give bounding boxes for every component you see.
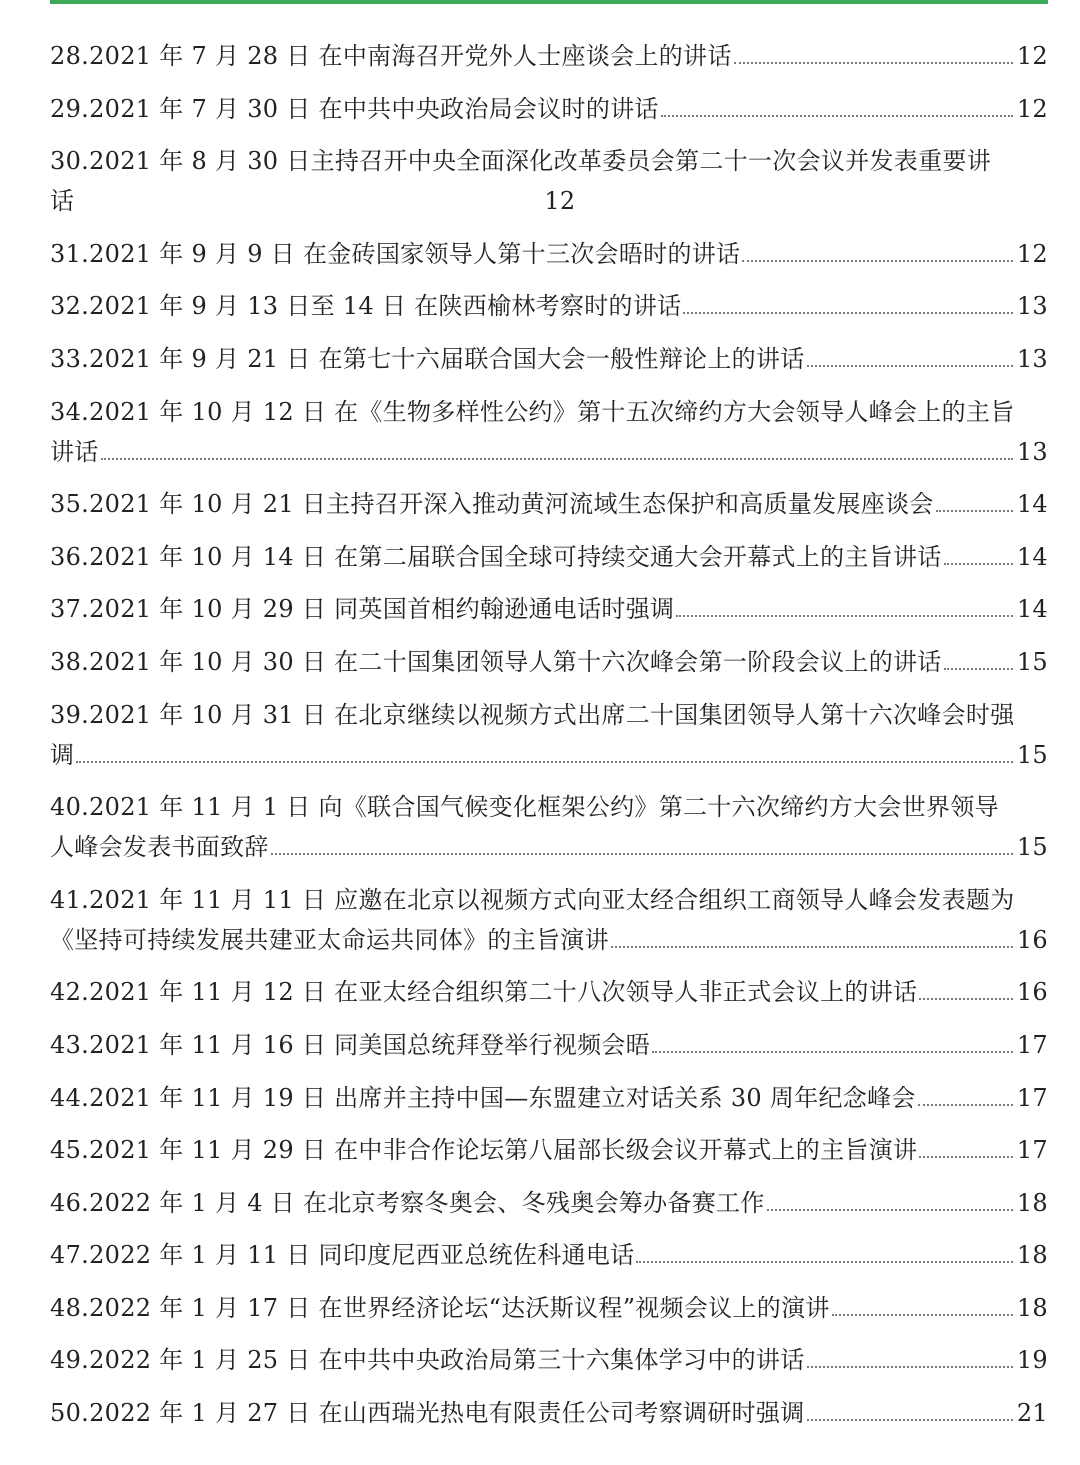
toc-entry-title: 31.2021 年 9 月 9 日 在金砖国家领导人第十三次会晤时的讲话 <box>50 239 741 268</box>
toc-entry-title: 40.2021 年 11 月 1 日 向《联合国气候变化框架公约》第二十六次缔约方大会世界领导 <box>50 793 999 822</box>
toc-entry-title: 38.2021 年 10 月 30 日 在二十国集团领导人第十六次峰会第一阶段会议上的讲话 <box>50 647 942 676</box>
toc-entry[interactable] <box>50 589 1048 629</box>
toc-entry[interactable] <box>50 787 1048 867</box>
toc-entry-row <box>50 972 1048 1012</box>
dot-leader <box>944 668 1013 670</box>
toc-entry-page-number: 14 <box>1016 595 1048 624</box>
toc-entry-title: 28.2021 年 7 月 28 日 在中南海召开党外人士座谈会上的讲话 <box>50 42 732 70</box>
toc-entry-page-number: 15 <box>1016 833 1048 862</box>
toc-entry-row <box>50 234 1048 274</box>
toc-entry-title: 41.2021 年 11 月 11 日 应邀在北京以视频方式向亚太经合组织工商领导人峰会发表题为 <box>50 885 1015 914</box>
toc-entry[interactable] <box>50 484 1048 524</box>
toc-entry[interactable] <box>50 392 1048 472</box>
toc-entry-page-number: 18 <box>1016 1188 1048 1217</box>
dot-leader <box>918 1104 1013 1106</box>
toc-entry-page-number: 15 <box>1016 647 1048 676</box>
dot-leader <box>936 510 1013 512</box>
toc-entry[interactable] <box>50 1183 1048 1223</box>
toc-entry-row <box>50 642 1048 682</box>
toc-entry-title: 37.2021 年 10 月 29 日 同英国首相约翰逊通电话时强调 <box>50 595 675 624</box>
toc-entry-row <box>50 89 1048 129</box>
table-of-contents <box>50 36 1048 1446</box>
toc-entry-title: 36.2021 年 10 月 14 日 在第二届联合国全球可持续交通大会开幕式上的主旨讲话 <box>50 542 942 571</box>
toc-entry-page-number: 13 <box>1016 292 1048 321</box>
toc-entry-row <box>50 537 1048 577</box>
toc-entry-page-number: 18 <box>1016 1293 1048 1322</box>
toc-entry-title-continued: 讲话 <box>50 437 99 466</box>
toc-entry-title-continued: 《坚持可持续发展共建亚太命运共同体》的主旨演讲 <box>50 925 609 954</box>
toc-entry-page-number: 16 <box>1016 978 1048 1007</box>
toc-entry-page-number: 17 <box>1016 1136 1048 1165</box>
toc-entry-page-number: 17 <box>1016 1030 1048 1059</box>
dot-leader <box>661 115 1013 117</box>
toc-entry-page-number: 13 <box>1016 437 1048 466</box>
toc-entry[interactable] <box>50 286 1048 326</box>
toc-entry[interactable] <box>50 1078 1048 1118</box>
toc-entry[interactable] <box>50 89 1048 129</box>
toc-entry-page-number: 17 <box>1016 1083 1048 1112</box>
toc-entry-row <box>50 787 1048 827</box>
toc-entry-row-continued <box>50 920 1048 960</box>
toc-entry[interactable] <box>50 1393 1048 1433</box>
dot-leader <box>611 946 1013 948</box>
toc-entry-title: 42.2021 年 11 月 12 日 在亚太经合组织第二十八次领导人非正式会议上的讲话 <box>50 978 918 1007</box>
toc-entry[interactable] <box>50 1235 1048 1275</box>
toc-entry-title: 35.2021 年 10 月 21 日主持召开深入推动黄河流域生态保护和高质量发展座谈会 <box>50 490 934 519</box>
dot-leader <box>683 312 1012 314</box>
toc-entry-title: 50.2022 年 1 月 27 日 在山西瑞光热电有限责任公司考察调研时强调 <box>50 1399 805 1428</box>
toc-entry[interactable] <box>50 339 1048 379</box>
toc-entry-title: 43.2021 年 11 月 16 日 同美国总统拜登举行视频会晤 <box>50 1030 650 1059</box>
toc-entry-title: 47.2022 年 1 月 11 日 同印度尼西亚总统佐科通电话 <box>50 1241 635 1270</box>
dot-leader <box>944 563 1013 565</box>
toc-entry-page-number: 12 <box>1016 42 1048 70</box>
toc-entry-row <box>50 1235 1048 1275</box>
toc-entry-row <box>50 1078 1048 1118</box>
toc-entry-page-number: 14 <box>1016 490 1048 519</box>
toc-entry-title: 32.2021 年 9 月 13 日至 14 日 在陕西榆林考察时的讲话 <box>50 292 682 321</box>
toc-entry-title: 46.2022 年 1 月 4 日 在北京考察冬奥会、冬残奥会筹办备赛工作 <box>50 1188 765 1217</box>
toc-entry[interactable] <box>50 1340 1048 1380</box>
toc-entry-page-number: 15 <box>1016 740 1048 769</box>
toc-entry-row <box>50 695 1048 735</box>
toc-entry-page-number: 21 <box>1016 1399 1048 1428</box>
dot-leader <box>767 1209 1013 1211</box>
toc-entry-row <box>50 286 1048 326</box>
toc-entry-row <box>50 589 1048 629</box>
toc-entry-title: 45.2021 年 11 月 29 日 在中非合作论坛第八届部长级会议开幕式上的主旨演讲 <box>50 1136 918 1165</box>
toc-entry-row <box>50 36 1048 76</box>
toc-entry-row <box>50 339 1048 379</box>
toc-entry-row <box>50 1025 1048 1065</box>
toc-entry-row <box>50 484 1048 524</box>
dot-leader <box>636 1261 1012 1263</box>
dot-leader <box>652 1051 1013 1053</box>
toc-entry-page-number: 12 <box>544 187 576 216</box>
toc-entry-title: 33.2021 年 9 月 21 日 在第七十六届联合国大会一般性辩论上的讲话 <box>50 344 805 373</box>
dot-leader <box>919 1156 1013 1158</box>
toc-entry-title-continued: 人峰会发表书面致辞 <box>50 833 269 862</box>
toc-entry-title: 48.2022 年 1 月 17 日 在世界经济论坛“达沃斯议程”视频会议上的演讲 <box>50 1293 830 1322</box>
toc-entry[interactable] <box>50 1025 1048 1065</box>
toc-entry[interactable] <box>50 36 1048 76</box>
toc-entry-row <box>50 141 1048 181</box>
toc-entry-row-continued <box>50 735 1048 775</box>
dot-leader <box>807 1419 1013 1421</box>
dot-leader <box>271 853 1013 855</box>
toc-entry-title-continued: 调 <box>50 740 75 769</box>
dot-leader <box>807 365 1013 367</box>
toc-entry-page-number: 14 <box>1016 542 1048 571</box>
dot-leader <box>919 998 1013 1000</box>
toc-entry-page-number: 13 <box>1016 344 1048 373</box>
dot-leader <box>676 615 1013 617</box>
toc-entry[interactable] <box>50 642 1048 682</box>
toc-entry[interactable] <box>50 141 1048 221</box>
toc-entry-row-continued <box>50 432 1048 472</box>
toc-entry-title: 49.2022 年 1 月 25 日 在中共中央政治局第三十六集体学习中的讲话 <box>50 1346 805 1375</box>
toc-entry-row <box>50 880 1048 920</box>
toc-entry-title-continued: 话 <box>50 187 75 216</box>
toc-entry-page-number: 18 <box>1016 1241 1048 1270</box>
toc-entry[interactable] <box>50 537 1048 577</box>
toc-entry[interactable] <box>50 1288 1048 1328</box>
dot-leader <box>742 260 1013 262</box>
toc-entry[interactable] <box>50 880 1048 960</box>
dot-leader <box>832 1314 1013 1316</box>
dot-leader <box>734 62 1013 64</box>
toc-entry[interactable] <box>50 972 1048 1012</box>
toc-entry-page-number: 16 <box>1016 925 1048 954</box>
toc-entry[interactable] <box>50 234 1048 274</box>
toc-entry-row <box>50 1183 1048 1223</box>
toc-entry[interactable] <box>50 695 1048 775</box>
toc-entry-row <box>50 1393 1048 1433</box>
top-green-rule <box>50 0 1048 4</box>
dot-leader <box>101 458 1013 460</box>
toc-entry-row <box>50 1288 1048 1328</box>
toc-entry-row <box>50 1130 1048 1170</box>
toc-entry-row <box>50 1340 1048 1380</box>
toc-entry-row-continued <box>50 181 1048 221</box>
toc-entry-page-number: 12 <box>1016 239 1048 268</box>
toc-entry-page-number: 12 <box>1016 94 1048 123</box>
dot-leader <box>76 761 1013 763</box>
toc-entry-title: 44.2021 年 11 月 19 日 出席并主持中国—东盟建立对话关系 30 周年纪念峰会 <box>50 1083 916 1112</box>
toc-entry-title: 34.2021 年 10 月 12 日 在《生物多样性公约》第十五次缔约方大会领导人峰会上的主旨 <box>50 397 1015 426</box>
toc-entry-page-number: 19 <box>1016 1346 1048 1375</box>
toc-entry-row-continued <box>50 827 1048 867</box>
toc-entry-title: 39.2021 年 10 月 31 日 在北京继续以视频方式出席二十国集团领导人第十六次峰会时强 <box>50 700 1015 729</box>
toc-entry-title: 30.2021 年 8 月 30 日主持召开中央全面深化改革委员会第二十一次会议并发表重要讲 <box>50 147 991 176</box>
dot-leader <box>807 1366 1013 1368</box>
toc-entry-row <box>50 392 1048 432</box>
toc-entry-title: 29.2021 年 7 月 30 日 在中共中央政治局会议时的讲话 <box>50 94 659 123</box>
toc-entry[interactable] <box>50 1130 1048 1170</box>
